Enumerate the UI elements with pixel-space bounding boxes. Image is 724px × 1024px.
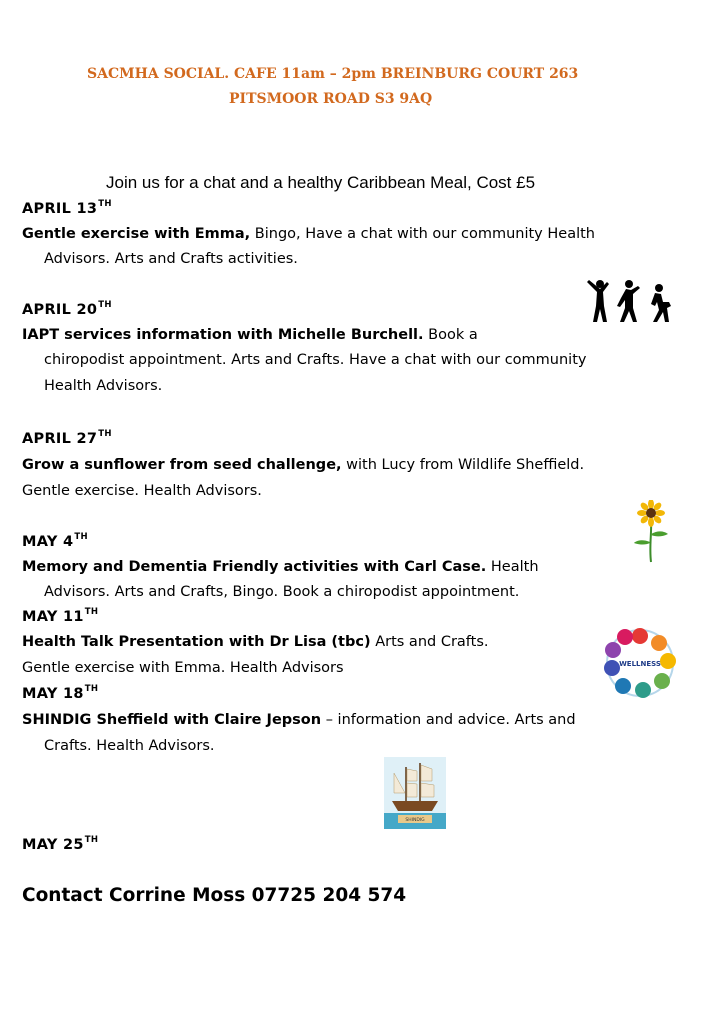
event-description: Health Talk Presentation with Dr Lisa (tbc) Arts and Crafts. bbox=[22, 634, 489, 650]
event-description: SHINDIG Sheffield with Claire Jepson – information and advice. Arts and bbox=[22, 712, 576, 728]
intro-text: Join us for a chat and a healthy Caribbean Meal, Cost £5 bbox=[106, 173, 536, 192]
event-date: MAY 18TH bbox=[22, 684, 99, 702]
event-date: APRIL 13TH bbox=[22, 199, 112, 217]
header-line-1: SACMHA SOCIAL. CAFE 11am – 2pm BREINBURG COURT 263 bbox=[87, 66, 579, 82]
event-description: Grow a sunflower from seed challenge, with Lucy from Wildlife Sheffield. bbox=[22, 457, 585, 473]
header-line-2: PITSMOOR ROAD S3 9AQ bbox=[229, 91, 433, 107]
event-description-cont: chiropodist appointment. Arts and Crafts. Have a chat with our community bbox=[44, 352, 587, 368]
event-description-cont: Health Advisors. bbox=[44, 378, 163, 394]
event-description-cont: Advisors. Arts and Crafts activities. bbox=[44, 251, 298, 267]
event-description-cont: Crafts. Health Advisors. bbox=[44, 738, 215, 754]
svg-text:SHINDIG: SHINDIG bbox=[405, 818, 425, 823]
event-date: MAY 4TH bbox=[22, 532, 88, 550]
wellness-wheel-icon bbox=[601, 628, 679, 698]
event-date: MAY 11TH bbox=[22, 607, 99, 625]
event-description: Memory and Dementia Friendly activities with Carl Case. Health bbox=[22, 559, 539, 575]
event-description: Gentle exercise with Emma, Bingo, Have a chat with our community Health bbox=[22, 226, 595, 242]
event-description: IAPT services information with Michelle Burchell. Book a bbox=[22, 327, 478, 343]
event-date: MAY 25TH bbox=[22, 835, 99, 853]
contact-info: Contact Corrine Moss 07725 204 574 bbox=[22, 885, 407, 906]
event-date: APRIL 20TH bbox=[22, 300, 112, 318]
event-date: APRIL 27TH bbox=[22, 429, 112, 447]
sailing-ship-icon bbox=[384, 757, 446, 829]
event-description-cont: Advisors. Arts and Crafts, Bingo. Book a chiropodist appointment. bbox=[44, 584, 520, 600]
event-description-cont: Gentle exercise. Health Advisors. bbox=[22, 483, 262, 499]
sunflower-icon bbox=[630, 500, 672, 564]
svg-text:WELLNESS: WELLNESS bbox=[619, 660, 661, 668]
exercise-figures-icon bbox=[585, 276, 675, 326]
event-description-cont: Gentle exercise with Emma. Health Advisors bbox=[22, 660, 344, 676]
